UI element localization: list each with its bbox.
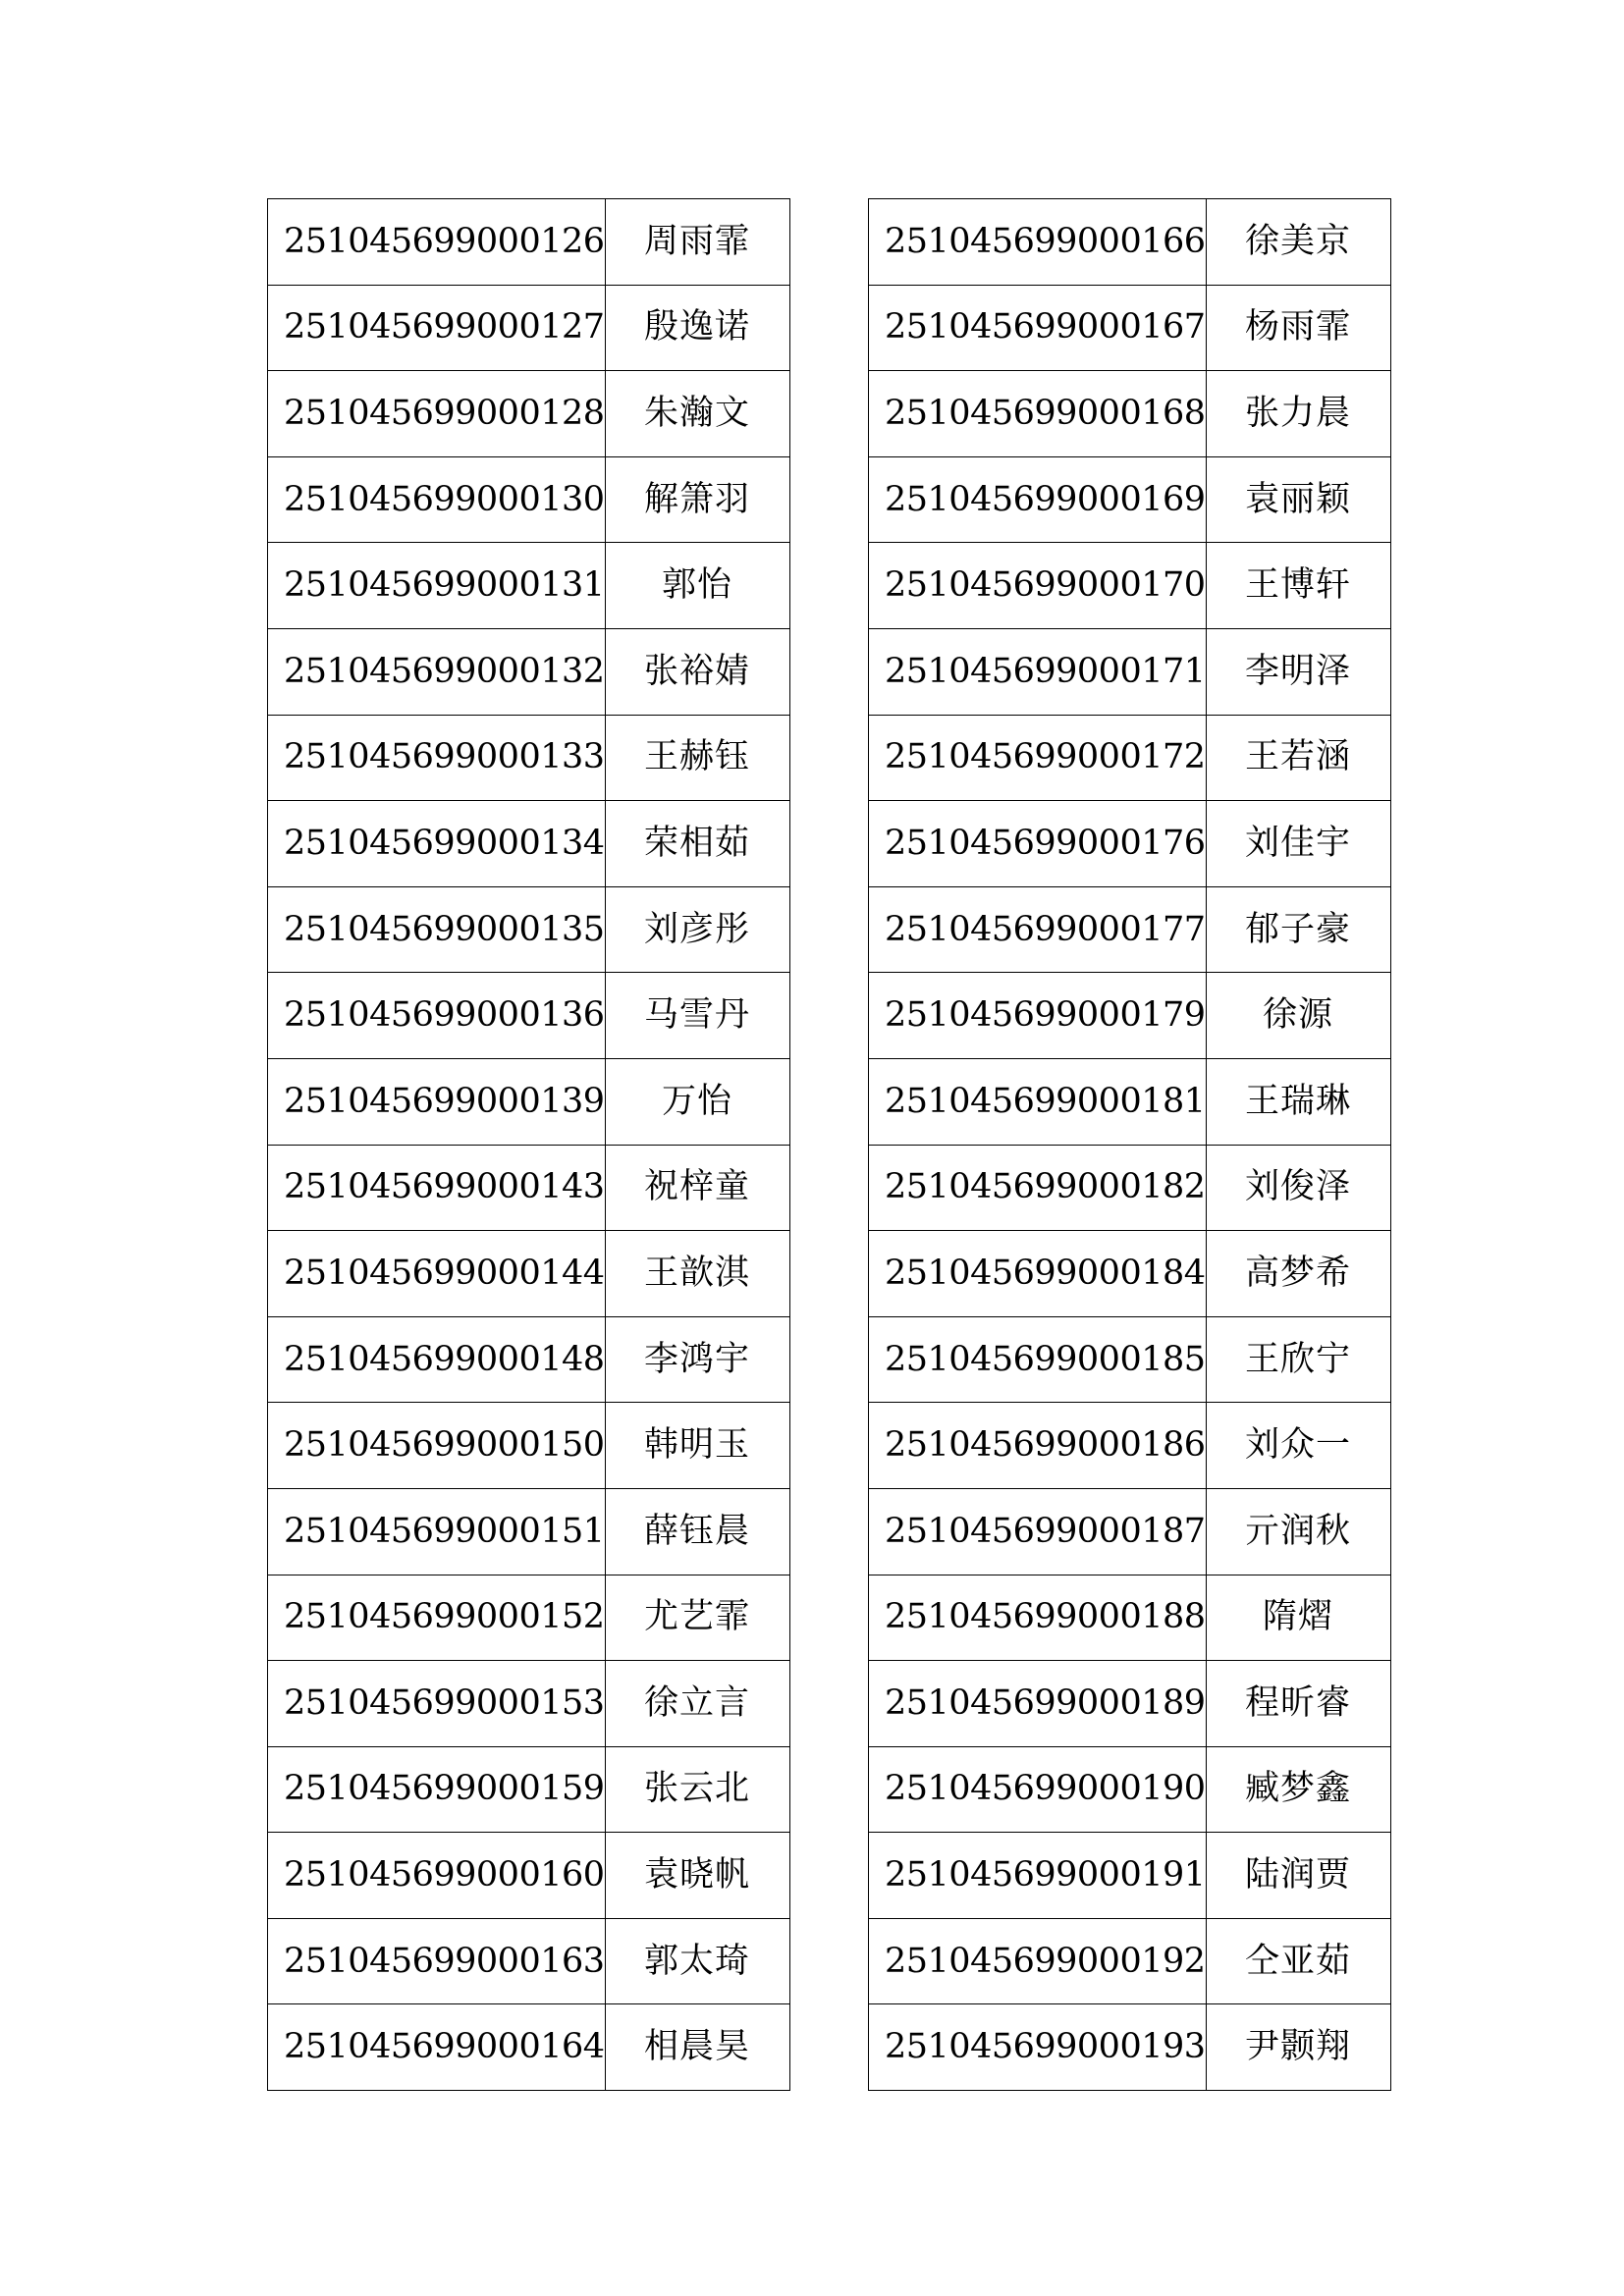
roster-table-body — [869, 199, 1391, 2091]
table-row — [268, 456, 790, 543]
table-row — [869, 628, 1391, 715]
candidate-id-cell: 251045699000127 — [268, 285, 606, 371]
table-row — [268, 1575, 790, 1661]
candidate-id-cell: 251045699000143 — [268, 1145, 606, 1231]
table-row — [869, 1316, 1391, 1403]
table-row — [268, 715, 790, 801]
candidate-name-cell: 刘佳宇 — [1206, 801, 1390, 887]
candidate-id-cell: 251045699000136 — [268, 973, 606, 1059]
candidate-id-cell: 251045699000171 — [869, 628, 1207, 715]
candidate-name-cell: 郭怡 — [605, 543, 789, 629]
candidate-name-cell: 陆润贾 — [1206, 1833, 1390, 1919]
candidate-name-cell: 臧梦鑫 — [1206, 1746, 1390, 1833]
candidate-name-cell: 王赫钰 — [605, 715, 789, 801]
table-row — [869, 285, 1391, 371]
table-row — [268, 543, 790, 629]
table-row — [869, 715, 1391, 801]
candidate-id-cell: 251045699000159 — [268, 1746, 606, 1833]
table-row — [268, 1833, 790, 1919]
table-row — [869, 1746, 1391, 1833]
candidate-name-cell: 郁子豪 — [1206, 886, 1390, 973]
table-row — [869, 1231, 1391, 1317]
candidate-name-cell: 亓润秋 — [1206, 1488, 1390, 1575]
candidate-name-cell: 王歆淇 — [605, 1231, 789, 1317]
candidate-name-cell: 解箫羽 — [605, 456, 789, 543]
table-row — [268, 628, 790, 715]
table-row — [268, 886, 790, 973]
table-row — [268, 371, 790, 457]
candidate-name-cell: 刘彦彤 — [605, 886, 789, 973]
candidate-name-cell: 王若涵 — [1206, 715, 1390, 801]
candidate-id-cell: 251045699000190 — [869, 1746, 1207, 1833]
table-row — [869, 371, 1391, 457]
candidate-name-cell: 万怡 — [605, 1058, 789, 1145]
candidate-id-cell: 251045699000172 — [869, 715, 1207, 801]
candidate-name-cell: 祝梓童 — [605, 1145, 789, 1231]
candidate-id-cell: 251045699000153 — [268, 1661, 606, 1747]
candidate-id-cell: 251045699000186 — [869, 1403, 1207, 1489]
candidate-id-cell: 251045699000184 — [869, 1231, 1207, 1317]
table-row — [869, 1058, 1391, 1145]
table-row — [869, 801, 1391, 887]
candidate-id-cell: 251045699000167 — [869, 285, 1207, 371]
candidate-id-cell: 251045699000144 — [268, 1231, 606, 1317]
candidate-id-cell: 251045699000188 — [869, 1575, 1207, 1661]
candidate-id-cell: 251045699000130 — [268, 456, 606, 543]
table-row — [268, 2004, 790, 2091]
candidate-id-cell: 251045699000160 — [268, 1833, 606, 1919]
candidate-name-cell: 徐源 — [1206, 973, 1390, 1059]
table-row — [268, 1661, 790, 1747]
table-row — [268, 1145, 790, 1231]
candidate-id-cell: 251045699000185 — [869, 1316, 1207, 1403]
candidate-id-cell: 251045699000179 — [869, 973, 1207, 1059]
candidate-name-cell: 王欣宁 — [1206, 1316, 1390, 1403]
candidate-name-cell: 刘俊泽 — [1206, 1145, 1390, 1231]
candidate-id-cell: 251045699000132 — [268, 628, 606, 715]
candidate-id-cell: 251045699000152 — [268, 1575, 606, 1661]
candidate-name-cell: 朱瀚文 — [605, 371, 789, 457]
candidate-id-cell: 251045699000176 — [869, 801, 1207, 887]
candidate-id-cell: 251045699000126 — [268, 199, 606, 286]
table-row — [869, 1661, 1391, 1747]
table-row — [869, 199, 1391, 286]
candidate-id-cell: 251045699000170 — [869, 543, 1207, 629]
candidate-id-cell: 251045699000192 — [869, 1918, 1207, 2004]
table-row — [268, 1316, 790, 1403]
table-row — [869, 1833, 1391, 1919]
candidate-name-cell: 李鸿宇 — [605, 1316, 789, 1403]
candidate-name-cell: 马雪丹 — [605, 973, 789, 1059]
candidate-name-cell: 尤艺霏 — [605, 1575, 789, 1661]
candidate-name-cell: 徐美京 — [1206, 199, 1390, 286]
table-row — [268, 973, 790, 1059]
candidate-name-cell: 隋熠 — [1206, 1575, 1390, 1661]
candidate-name-cell: 相晨昊 — [605, 2004, 789, 2091]
candidate-name-cell: 荣相茹 — [605, 801, 789, 887]
candidate-name-cell: 高梦希 — [1206, 1231, 1390, 1317]
candidate-id-cell: 251045699000181 — [869, 1058, 1207, 1145]
candidate-name-cell: 徐立言 — [605, 1661, 789, 1747]
table-row — [869, 1918, 1391, 2004]
candidate-name-cell: 程昕睿 — [1206, 1661, 1390, 1747]
table-row — [869, 886, 1391, 973]
table-row — [268, 1403, 790, 1489]
candidate-id-cell: 251045699000193 — [869, 2004, 1207, 2091]
candidate-name-cell: 韩明玉 — [605, 1403, 789, 1489]
table-row — [268, 1746, 790, 1833]
candidate-id-cell: 251045699000135 — [268, 886, 606, 973]
candidate-name-cell: 张云北 — [605, 1746, 789, 1833]
candidate-id-cell: 251045699000151 — [268, 1488, 606, 1575]
candidate-id-cell: 251045699000168 — [869, 371, 1207, 457]
candidate-id-cell: 251045699000169 — [869, 456, 1207, 543]
candidate-id-cell: 251045699000182 — [869, 1145, 1207, 1231]
candidate-name-cell: 周雨霏 — [605, 199, 789, 286]
candidate-name-cell: 袁晓帆 — [605, 1833, 789, 1919]
candidate-name-cell: 殷逸诺 — [605, 285, 789, 371]
candidate-id-cell: 251045699000150 — [268, 1403, 606, 1489]
table-row — [268, 1231, 790, 1317]
roster-table-body — [268, 199, 790, 2091]
candidate-name-cell: 张裕婧 — [605, 628, 789, 715]
candidate-id-cell: 251045699000134 — [268, 801, 606, 887]
table-row — [268, 285, 790, 371]
table-row — [869, 543, 1391, 629]
roster-table-right — [868, 198, 1391, 2091]
table-row — [268, 199, 790, 286]
table-row — [869, 2004, 1391, 2091]
candidate-name-cell: 薛钰晨 — [605, 1488, 789, 1575]
candidate-id-cell: 251045699000191 — [869, 1833, 1207, 1919]
candidate-id-cell: 251045699000148 — [268, 1316, 606, 1403]
candidate-name-cell: 张力晨 — [1206, 371, 1390, 457]
candidate-name-cell: 尹颢翔 — [1206, 2004, 1390, 2091]
table-row — [268, 801, 790, 887]
candidate-id-cell: 251045699000189 — [869, 1661, 1207, 1747]
candidate-name-cell: 刘众一 — [1206, 1403, 1390, 1489]
candidate-id-cell: 251045699000177 — [869, 886, 1207, 973]
candidate-name-cell: 李明泽 — [1206, 628, 1390, 715]
candidate-name-cell: 仝亚茹 — [1206, 1918, 1390, 2004]
table-row — [869, 1575, 1391, 1661]
candidate-name-cell: 杨雨霏 — [1206, 285, 1390, 371]
candidate-name-cell: 王瑞琳 — [1206, 1058, 1390, 1145]
candidate-id-cell: 251045699000133 — [268, 715, 606, 801]
candidate-id-cell: 251045699000164 — [268, 2004, 606, 2091]
table-row — [268, 1488, 790, 1575]
candidate-id-cell: 251045699000166 — [869, 199, 1207, 286]
candidate-name-cell: 王博轩 — [1206, 543, 1390, 629]
candidate-id-cell: 251045699000139 — [268, 1058, 606, 1145]
table-row — [869, 456, 1391, 543]
table-row — [869, 1403, 1391, 1489]
candidate-id-cell: 251045699000128 — [268, 371, 606, 457]
candidate-id-cell: 251045699000187 — [869, 1488, 1207, 1575]
table-row — [268, 1058, 790, 1145]
table-row — [869, 973, 1391, 1059]
candidate-id-cell: 251045699000163 — [268, 1918, 606, 2004]
roster-table-left — [267, 198, 790, 2091]
candidate-id-cell: 251045699000131 — [268, 543, 606, 629]
table-row — [268, 1918, 790, 2004]
table-row — [869, 1145, 1391, 1231]
table-row — [869, 1488, 1391, 1575]
candidate-name-cell: 袁丽颖 — [1206, 456, 1390, 543]
candidate-name-cell: 郭太琦 — [605, 1918, 789, 2004]
